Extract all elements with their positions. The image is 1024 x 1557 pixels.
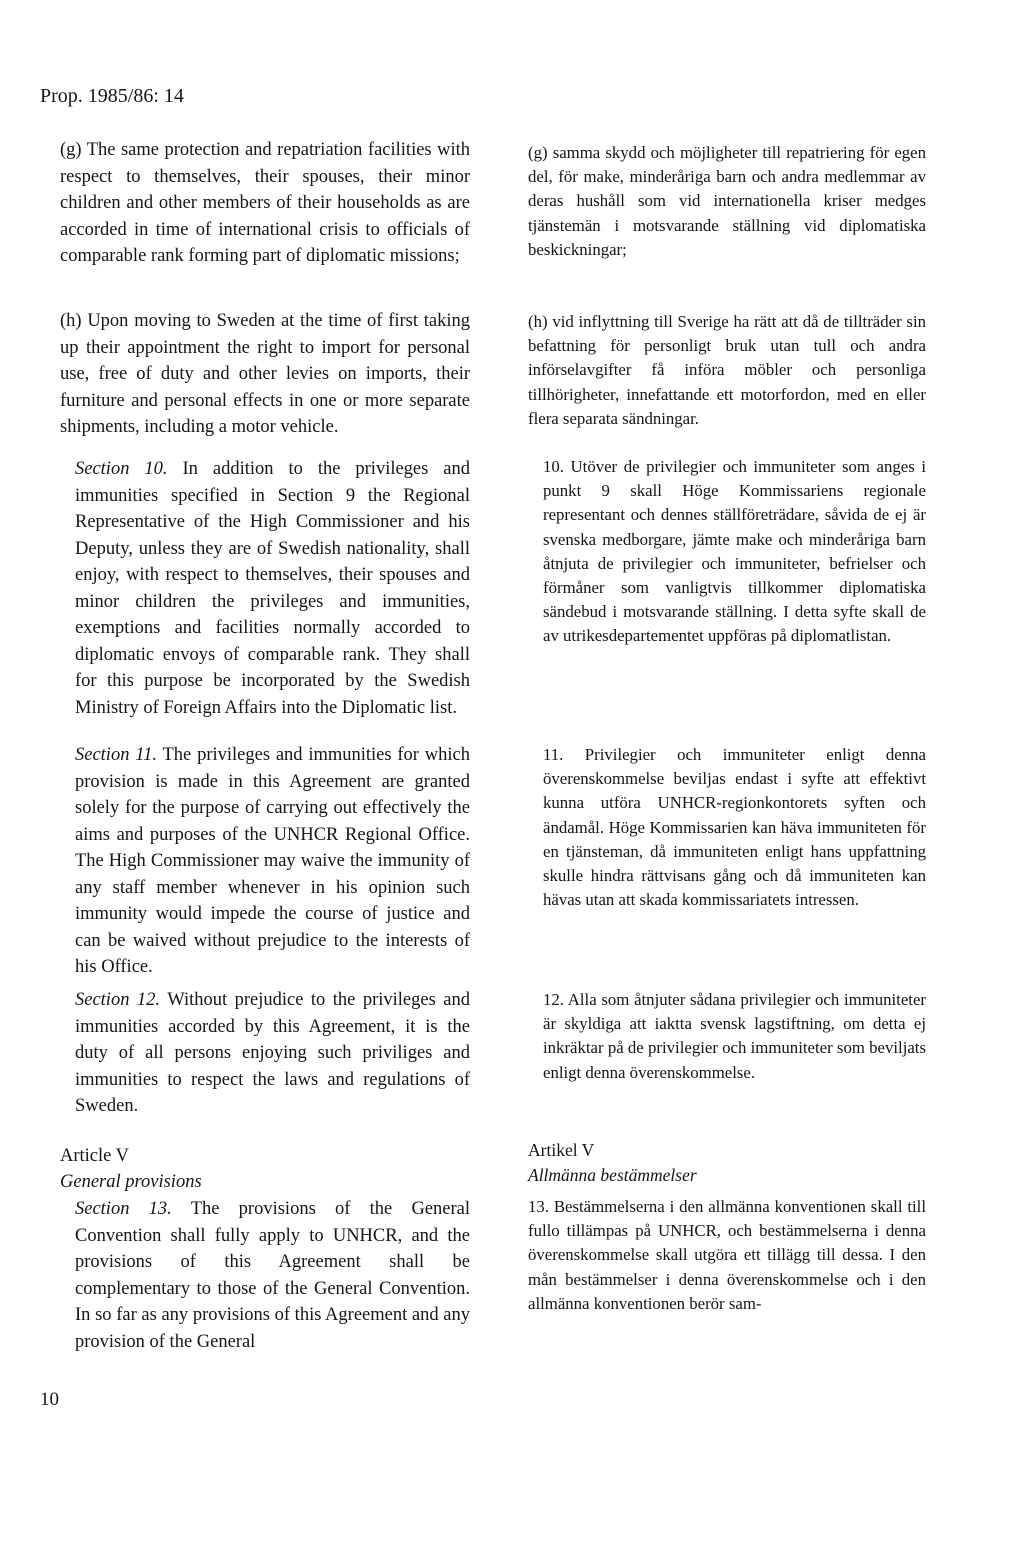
right-paragraph-10 [528, 455, 926, 649]
section-11-label: Section 11. [75, 745, 158, 765]
right-h-text: (h) vid inflyttning till Sverige ha rätt att då de tillträder sin befattning för personligt bruk utan tull och andra införselavgifter få införa möbler och personliga tillhörigheter, innefattande ett motorfordon, med en eller flera separata sändningar. [528, 312, 926, 428]
left-section-11 [60, 742, 470, 981]
left-paragraph-h [60, 308, 470, 441]
article-v-title: Article V [60, 1146, 130, 1166]
section-12-label: Section 12. [75, 990, 161, 1010]
left-paragraph-g [60, 137, 470, 270]
right-paragraph-13 [528, 1195, 926, 1316]
left-h-text: (h) Upon moving to Sweden at the time of first taking up their appointment the right to import for personal use, free of duty and other levies on imports, their furniture and personal effects in one or more separate shipments, including a motor vehicle. [60, 311, 470, 437]
section-11-text: The privileges and immunities for which provision is made in this Agreement are granted solely for the purpose of carrying out effectively the aims and purposes of the UNHCR Regional Office. The High Commissioner may waive the immunity of any staff member whenever in his opinion such immunity would impede the course of justice and can be waived without prejudice to the interests of his Office. [75, 745, 470, 977]
left-article-heading [60, 1143, 470, 1195]
left-section-12 [60, 987, 470, 1120]
left-g-text: (g) The same protection and repatriation facilities with respect to themselves, their spouses, their minor children and other members of their households as are accorded in time of international crisis to officials of comparable rank forming part of diplomatic missions; [60, 140, 470, 266]
section-10-label: Section 10. [75, 459, 168, 479]
right-paragraph-12 [528, 988, 926, 1085]
right-paragraph-h [528, 310, 926, 431]
section-10-paragraph [60, 456, 470, 721]
right-g-text: (g) samma skydd och möjligheter till repatriering för egen del, för make, minderåriga barn och andra medlemmar av deras hushåll som vid internationella kriser medges tjänstemän i motsvarande ställning vid diplomatiska beskickningar; [528, 143, 926, 259]
general-provisions-title: General provisions [60, 1172, 202, 1192]
section-13-text: The provisions of the General Convention shall fully apply to UNHCR, and the provisions of this Agreement shall be complementary to those of the General Convention. In so far as any provisions of this Agreement and any provision of the General [75, 1199, 470, 1352]
section-12-text: Without prejudice to the privileges and immunities accorded by this Agreement, it is the duty of all persons enjoying such priviliges and immunities to respect the laws and regulations of Sweden. [75, 990, 470, 1116]
right-13-text: 13. Bestämmelserna i den allmänna konventionen skall till fullo tillämpas på UNHCR, och bestämmelserna i denna överenskommelse skall utgöra ett tillägg till dessa. I den mån bestämmelser i denna överenskommelse och i den allmänna konventionen berör sam- [528, 1197, 926, 1313]
right-paragraph-11 [528, 743, 926, 912]
left-section-10 [60, 456, 470, 721]
right-12-text: 12. Alla som åtnjuter sådana privilegier och immuniteter är skyldiga att iaktta svensk lagstiftning, om detta ej inkräktar på de privilegier och immuniteter som beviljats enligt denna överenskommelse. [543, 990, 926, 1082]
proposition-header: Prop. 1985/86: 14 [40, 85, 184, 107]
section-12-paragraph [60, 987, 470, 1120]
artikel-v-title: Artikel V [528, 1140, 595, 1160]
page-number: 10 [40, 1389, 59, 1410]
section-10-text: In addition to the privileges and immunities specified in Section 9 the Regional Representative of the High Commissioner and his Deputy, unless they are of Swedish nationality, shall enjoy, with respect to themselves, their spouses and minor children the privileges and immunities, exemptions and facilities normally accorded to diplomatic envoys of comparable rank. They shall for this purpose be incorporated by the Swedish Ministry of Foreign Affairs into the Diplomatic list. [75, 459, 471, 718]
left-section-13 [60, 1196, 470, 1355]
right-10-text: 10. Utöver de privilegier och immuniteter som anges i punkt 9 skall Höge Kommissariens regionale representant och dennes ställföreträdare, såvida de ej är svenska medborgare, jämte make och minderåriga barn åtnjuta de privilegier och immuniteter, befrielser och förmåner som vanligtvis tillkommer diplomatiska sändebud i motsvarande ställning. I detta syfte skall de av utrikesdepartementet uppföras på diplomatlistan. [543, 457, 926, 646]
right-11-text: 11. Privilegier och immuniteter enligt denna överenskommelse beviljas endast i syfte att effektivt kunna utföra UNHCR-regionkontorets syften och ändamål. Höge Kommissarien kan häva immuniteten för en tjänsteman, då immuniteten enligt hans uppfattning skulle hindra rättvisans gång och då immuniteten kan hävas utan att skada kommissariatets intressen. [543, 745, 926, 910]
right-article-heading [528, 1138, 926, 1188]
right-paragraph-g [528, 141, 926, 262]
section-11-paragraph [60, 742, 470, 981]
section-13-paragraph [60, 1196, 470, 1355]
allmanna-bestammelser-title: Allmänna bestämmelser [528, 1165, 697, 1185]
section-13-label: Section 13. [75, 1199, 172, 1219]
